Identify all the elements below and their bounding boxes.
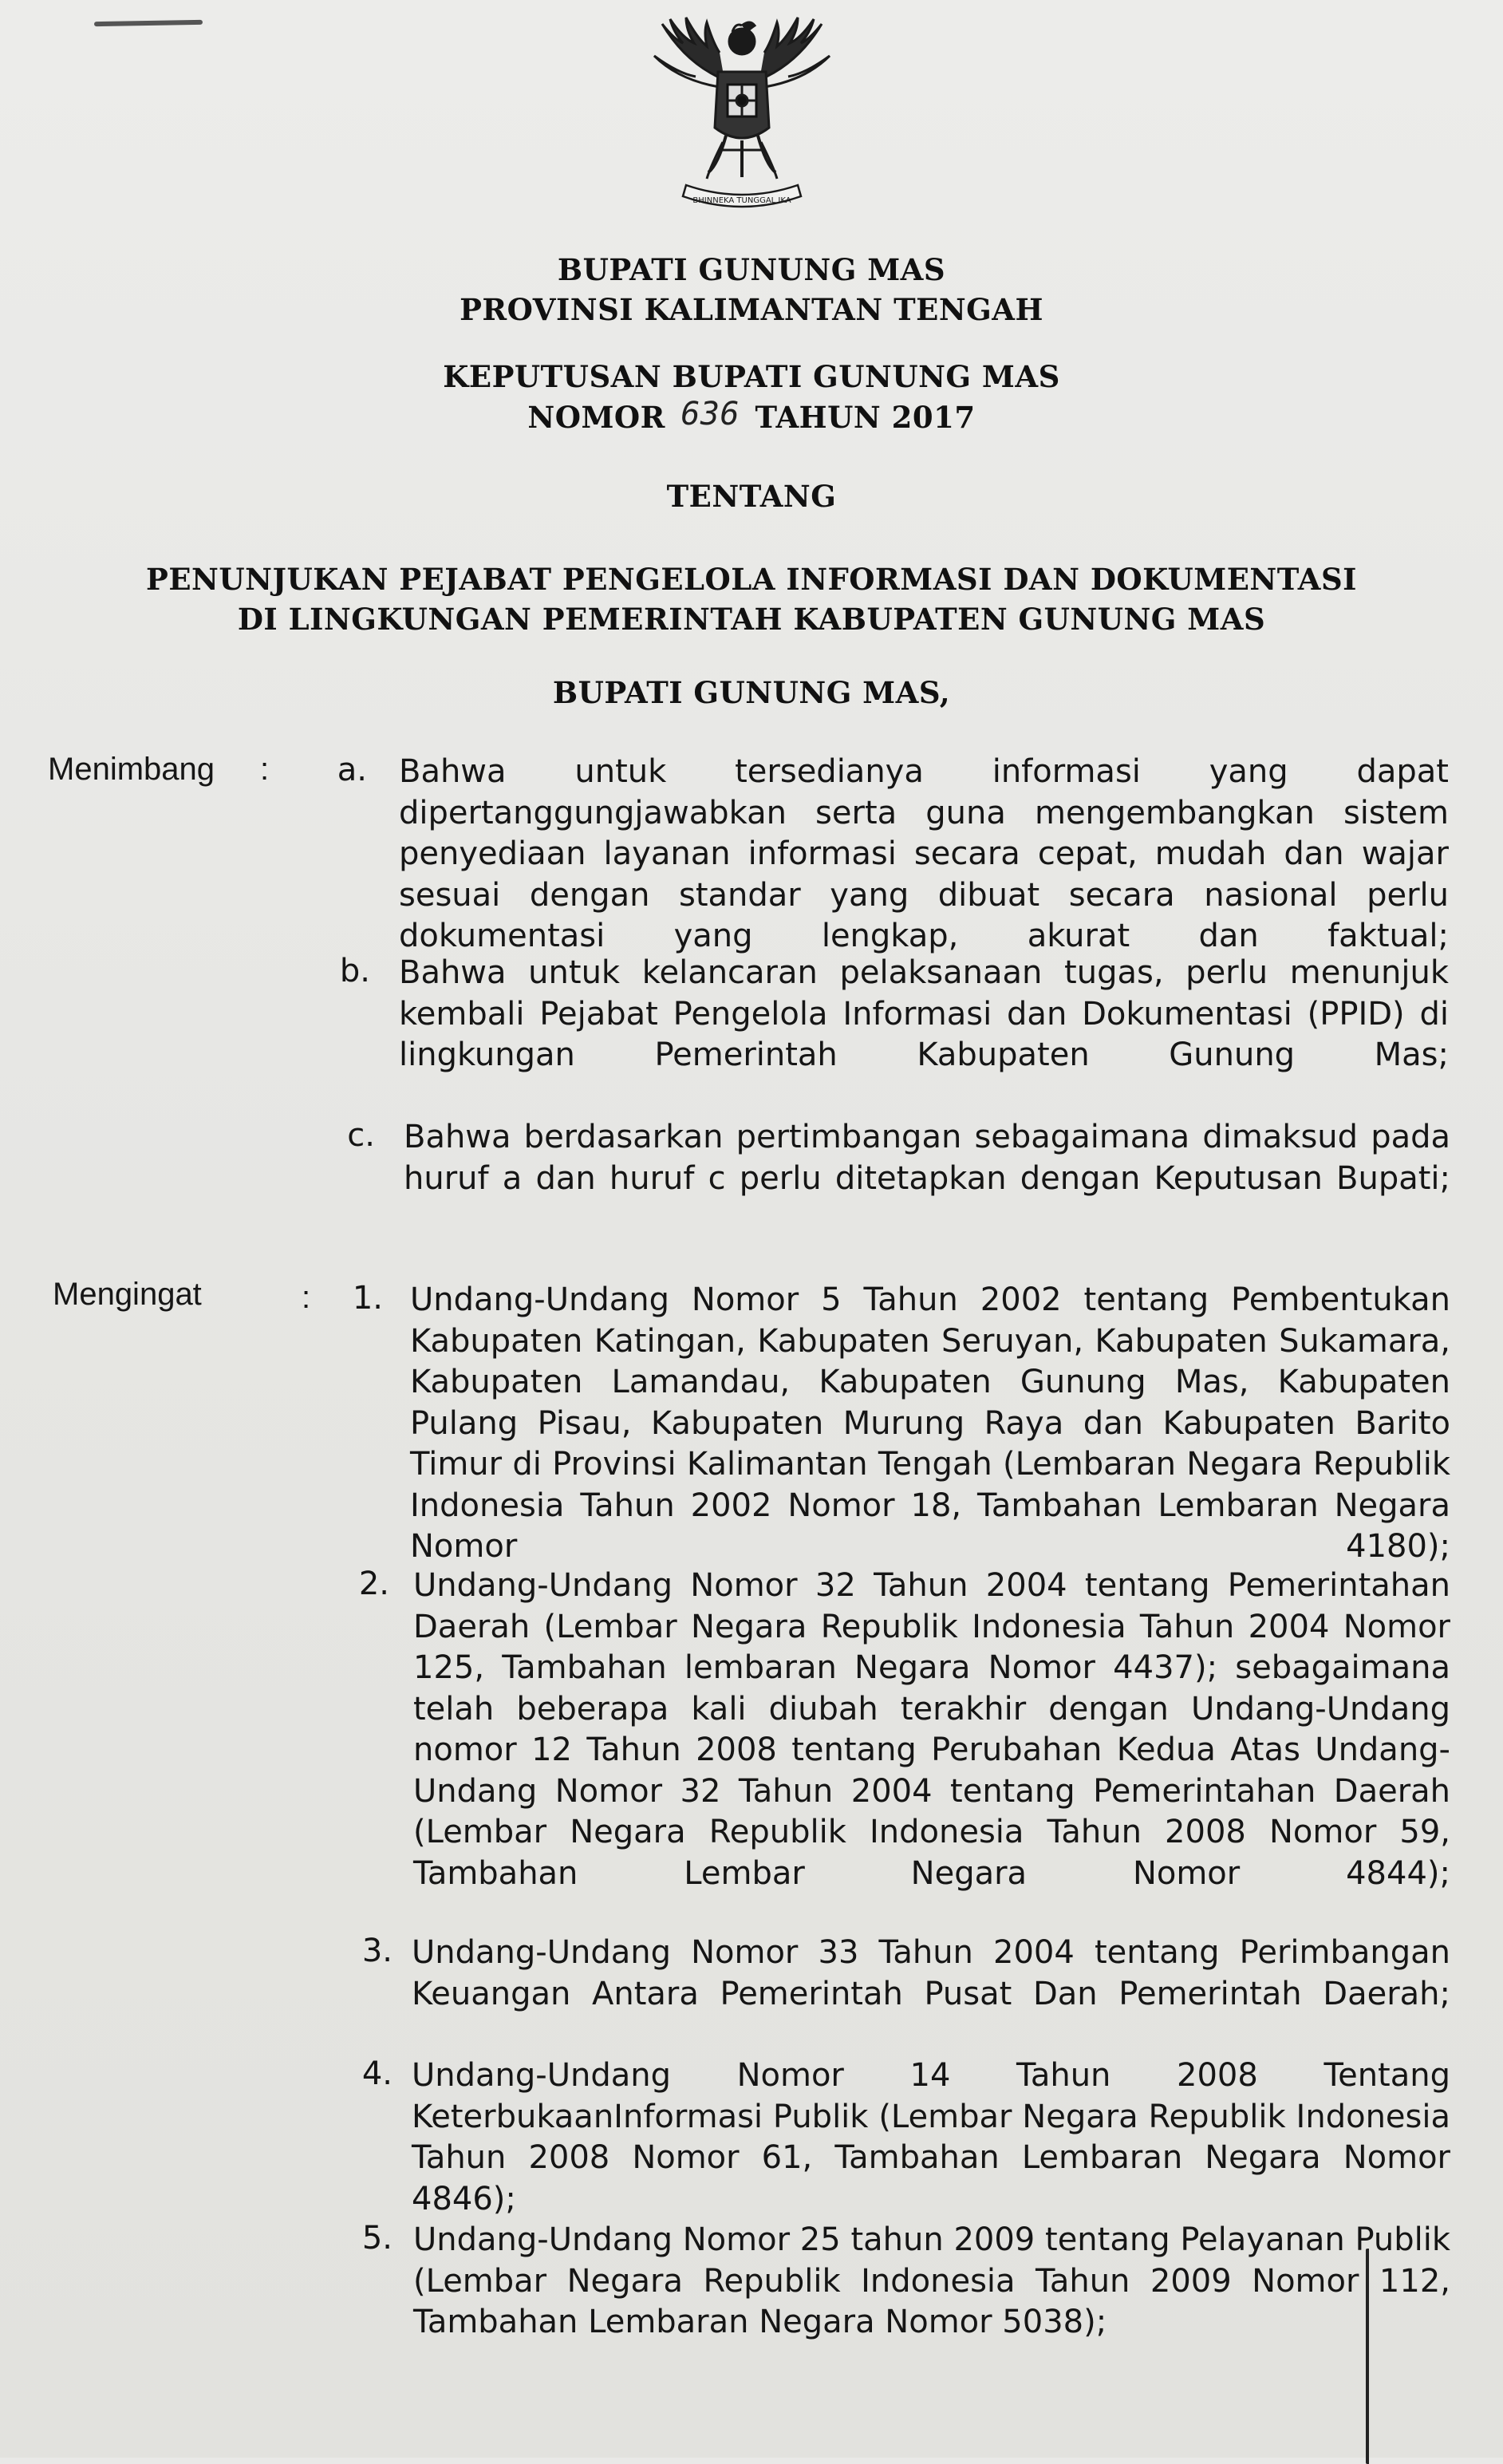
pen-stroke-mark xyxy=(94,20,203,26)
margin-pen-mark xyxy=(1366,2249,1375,2464)
mengingat-colon: : xyxy=(302,1280,311,1315)
nomor-year: TAHUN 2017 xyxy=(755,400,976,435)
mengingat-item-1: Undang-Undang Nomor 5 Tahun 2002 tentang Pembentukan Kabupaten Katingan, Kabupaten Seruyan, Kabupaten Sukamara, Kabupaten Lamandau, Kabupaten Gunung Mas, Kabupaten Pulang Pisau, Kabupaten Murung Raya dan Kabupaten Barito Timur di Provinsi Kalimantan Tengah (Lembaran Negara Republik Indonesia Tahun 2002 Nomor 18, Tambahan Lembaran Negara Nomor 4180); xyxy=(410,1281,1450,1565)
nomor-prefix: NOMOR xyxy=(527,400,665,435)
bleed-through-text xyxy=(351,207,360,249)
menimbang-label: Menimbang xyxy=(48,752,215,787)
menimbang-marker-a: a. xyxy=(337,752,367,788)
menimbang-item-c: Bahwa berdasarkan pertimbangan sebagaimana dimaksud pada huruf a dan huruf c perlu ditetapkan dengan Keputusan Bupati; xyxy=(404,1119,1450,1197)
mengingat-item-2: Undang-Undang Nomor 32 Tahun 2004 tentang Pemerintahan Daerah (Lembar Negara Republik Indonesia Tahun 2004 Nomor 125, Tambahan lembaran Negara Nomor 4437); sebagaimana telah beberapa kali diubah terakhir dengan Undang-Undang nomor 12 Tahun 2008 tentang Perubahan Kedua Atas Undang-Undang Nomor 32 Tahun 2004 tentang Pemerintahan Daerah (Lembar Negara Republik Indonesia Tahun 2008 Nomor 59, Tambahan Lembar Negara Nomor 4844); xyxy=(413,1567,1450,1892)
mengingat-item-3: Undang-Undang Nomor 33 Tahun 2004 tentang Perimbangan Keuangan Antara Pemerintah Pusat Dan Pemerintah Daerah; xyxy=(412,1934,1450,2012)
mengingat-marker-2: 2. xyxy=(358,1566,389,1602)
issuer-heading: BUPATI GUNUNG MAS, xyxy=(552,675,951,710)
mengingat-marker-5: 5. xyxy=(361,2220,393,2257)
mengingat-item-4: Undang-Undang Nomor 14 Tahun 2008 Tentang KeterbukaanInformasi Publik (Lembar Negara Republik Indonesia Tahun 2008 Nomor 61, Tambahan Lembaran Negara Nomor 4846); xyxy=(412,2057,1450,2217)
nomor-handwritten: 636 xyxy=(680,396,740,432)
mengingat-marker-4: 4. xyxy=(361,2055,393,2092)
garuda-emblem-icon xyxy=(630,8,854,223)
menimbang-item-b: Bahwa untuk kelancaran pelaksanaan tugas, perlu menunjuk kembali Pejabat Pengelola Informasi dan Dokumentasi (PPID) di lingkungan Pemerintah Kabupaten Gunung Mas; xyxy=(399,954,1449,1073)
decree-number xyxy=(0,396,1503,436)
menimbang-marker-c: c. xyxy=(347,1117,375,1154)
header-issuer-line: BUPATI GUNUNG MAS xyxy=(557,252,946,287)
menimbang-colon: : xyxy=(260,752,270,787)
header-province-line: PROVINSI KALIMANTAN TENGAH xyxy=(460,292,1043,327)
tentang-heading: TENTANG xyxy=(666,479,837,514)
subject-line-1: PENUNJUKAN PEJABAT PENGELOLA INFORMASI DAN DOKUMENTASI xyxy=(146,562,1357,597)
subject-line-2: DI LINGKUNGAN PEMERINTAH KABUPATEN GUNUNG MAS xyxy=(237,602,1266,637)
mengingat-marker-3: 3. xyxy=(361,1933,393,1969)
decree-title: KEPUTUSAN BUPATI GUNUNG MAS xyxy=(443,359,1060,394)
menimbang-marker-b: b. xyxy=(339,953,370,989)
emblem-motto: BHINNEKA TUNGGAL IKA xyxy=(692,196,791,205)
mengingat-marker-1: 1. xyxy=(352,1280,383,1317)
mengingat-label: Mengingat xyxy=(53,1277,202,1312)
menimbang-item-a: Bahwa untuk tersedianya informasi yang dapat dipertanggungjawabkan serta guna mengembangkan sistem penyediaan layanan informasi secara cepat, mudah dan wajar sesuai dengan standar yang dibuat secara nasional perlu dokumentasi yang lengkap, akurat dan faktual; xyxy=(399,753,1449,954)
mengingat-item-5: Undang-Undang Nomor 25 tahun 2009 tentang Pelayanan Publik (Lembar Negara Republik Indonesia Tahun 2009 Nomor 112, Tambahan Lembaran Negara Nomor 5038); xyxy=(413,2221,1450,2340)
